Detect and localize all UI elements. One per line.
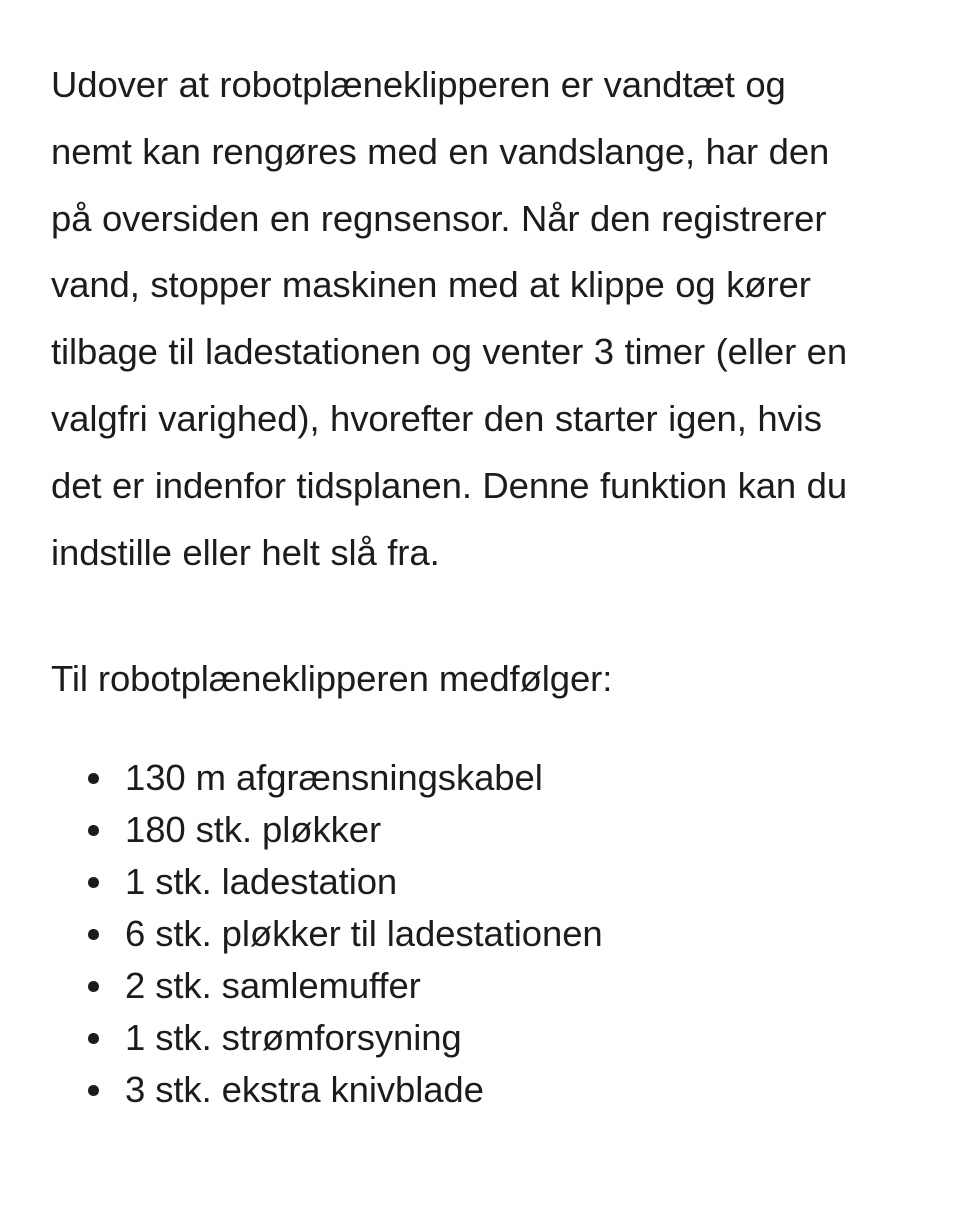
document-content: [51, 52, 881, 1110]
list-item: [51, 960, 603, 1012]
list-item-label: 1 stk. strømforsyning: [125, 1017, 462, 1058]
list-item-label: 6 stk. pløkker til ladestationen: [125, 913, 603, 954]
bullet-icon: [88, 1085, 99, 1096]
list-item: [51, 1012, 603, 1064]
list-item: [51, 856, 603, 908]
list-item: [51, 804, 603, 856]
product-description-paragraph: Udover at robotplæneklipperen er vandtæt og nemt kan rengøres med en vandslange, har den på oversiden en regnsensor. Når den registrerer vand, stopper maskinen med at klippe og kører tilbage til ladestationen og venter 3 timer (eller en valgfri varighed), hvorefter den starter igen, hvis det er indenfor tidsplanen. Denne funktion kan du indstille eller helt slå fra.: [51, 64, 848, 573]
list-item: [51, 908, 603, 960]
bullet-icon: [88, 825, 99, 836]
bullet-icon: [88, 773, 99, 784]
bullet-icon: [88, 981, 99, 992]
includes-list-intro: Til robotplæneklipperen medfølger:: [51, 658, 613, 699]
list-item-label: 3 stk. ekstra knivblade: [125, 1069, 484, 1110]
list-item-label: 2 stk. samlemuffer: [125, 965, 421, 1006]
bullet-icon: [88, 877, 99, 888]
list-item: [51, 1064, 603, 1116]
bullet-icon: [88, 1033, 99, 1044]
list-item-label: 180 stk. pløkker: [125, 809, 382, 850]
list-item: [51, 752, 603, 804]
list-item-label: 130 m afgrænsningskabel: [125, 757, 543, 798]
includes-list: [51, 752, 603, 1116]
bullet-icon: [88, 929, 99, 940]
list-item-label: 1 stk. ladestation: [125, 861, 398, 902]
